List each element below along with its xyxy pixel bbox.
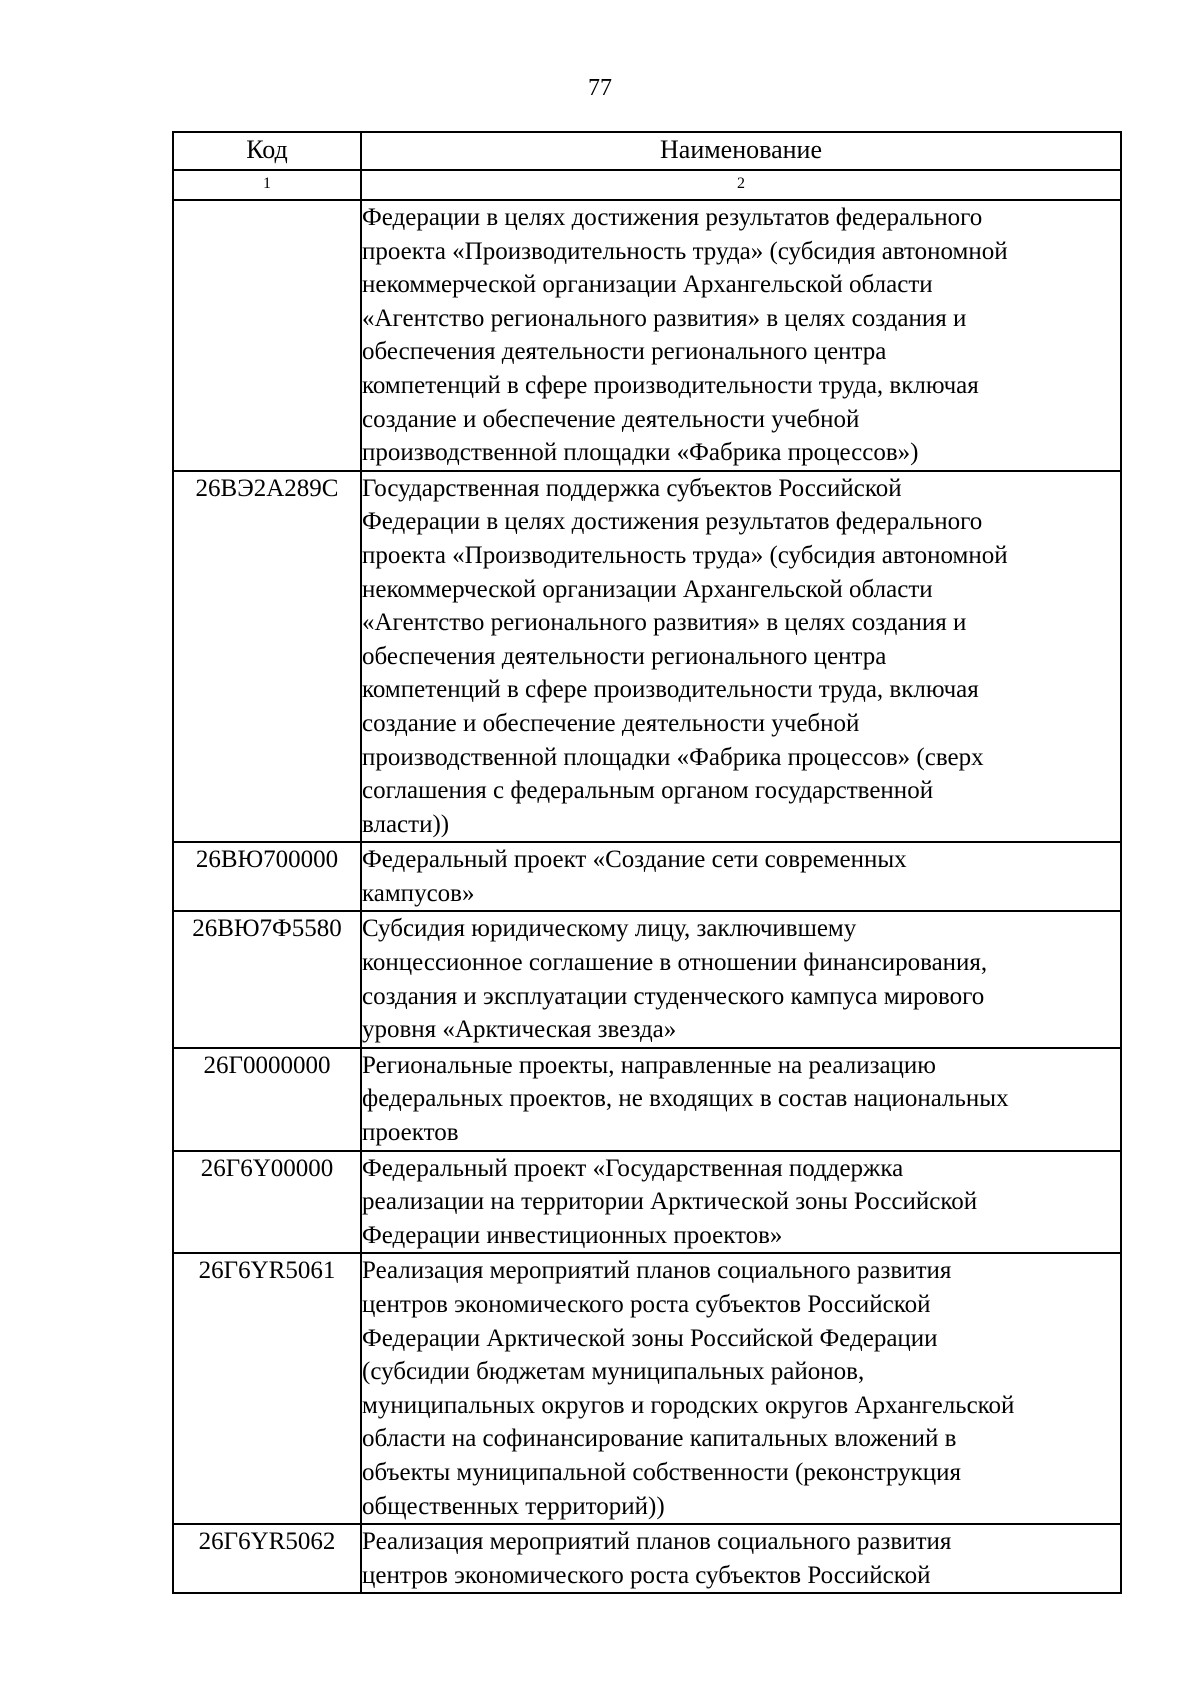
row-name-line: проектов [362,1119,459,1147]
row-name-line: создание и обеспечение деятельности учебной [362,405,860,433]
row-code: 26Г6Y00000 [173,1151,361,1254]
row-name-line: обеспечения деятельности регионального центра [362,338,887,366]
column-number-row [173,170,1121,200]
row-name-line: обеспечения деятельности регионального центра [362,642,887,670]
row-name-line: Федерации инвестиционных проектов» [362,1221,783,1249]
row-name-line: проекта «Производительность труда» (субсидия автономной [362,237,1008,265]
page-number: 77 [588,75,612,101]
row-name-line: Региональные проекты, направленные на реализацию [362,1051,936,1079]
row-name [361,1151,1121,1254]
row-name [361,1048,1121,1151]
header-name: Наименование [361,132,1121,170]
row-name-line: Федерации в целях достижения результатов федерального [362,508,983,536]
row-name [361,200,1121,471]
row-name-line: реализации на территории Арктической зоны Российской [362,1188,978,1216]
row-name-line: «Агентство регионального развития» в целях создания и [362,304,967,332]
column-number-code: 1 [173,170,361,200]
row-name-line: муниципальных округов и городских округов Архангельской [362,1391,1015,1419]
row-name-line: Федеральный проект «Государственная поддержка [362,1154,904,1182]
table-header-row [173,132,1121,170]
table-body [173,200,1121,1593]
row-name [361,911,1121,1047]
row-name-line: некоммерческой организации Архангельской области [362,575,933,603]
row-name-line: соглашения с федеральным органом государственной [362,777,934,805]
row-name-line: компетенций в сфере производительности труда, включая [362,676,979,704]
row-name-line: федеральных проектов, не входящих в состав национальных [362,1085,1009,1113]
row-name-line: общественных территорий)) [362,1492,665,1520]
row-code [173,200,361,471]
header-code: Код [173,132,361,170]
row-name-line: объекты муниципальной собственности (реконструкция [362,1458,962,1486]
row-code: 26Г0000000 [173,1048,361,1151]
table-row [173,1253,1121,1524]
row-name-line: Федерации в целях достижения результатов федерального [362,204,983,231]
row-name-line: компетенций в сфере производительности труда, включая [362,371,979,399]
row-name-line: производственной площадки «Фабрика процессов» (сверх [362,743,984,771]
row-name-line: центров экономического роста субъектов Российской [362,1291,931,1318]
row-name-line: «Агентство регионального развития» в целях создания и [362,609,967,637]
row-name-line: власти)) [362,810,450,838]
row-name-line: концессионное соглашение в отношении финансирования, [362,949,988,977]
row-name-line: Субсидия юридическому лицу, заключившему [362,915,857,943]
table-row [173,471,1121,843]
row-name-line: Реализация мероприятий планов социального развития [362,1528,952,1556]
row-code: 26Г6YR5061 [173,1253,361,1524]
row-name-line: создание и обеспечение деятельности учебной [362,709,860,737]
row-name-line: создания и эксплуатации студенческого кампуса мирового [362,982,985,1010]
budget-classification-table [172,131,1122,1594]
table-row [173,1151,1121,1254]
row-name-line: производственной площадки «Фабрика процессов») [362,439,919,467]
row-name-line: (субсидии бюджетам муниципальных районов, [362,1358,865,1386]
row-name-line: Федеральный проект «Создание сети современных [362,846,907,874]
row-name-line: проекта «Производительность труда» (субсидия автономной [362,541,1008,569]
row-name-line: центров экономического роста субъектов Российской [362,1561,931,1589]
row-code: 26ВЮ700000 [173,842,361,911]
row-code: 26Г6YR5062 [173,1524,361,1593]
row-name-line: Федерации Арктической зоны Российской Федерации [362,1324,938,1352]
row-name-line: некоммерческой организации Архангельской области [362,271,933,299]
row-code: 26ВЮ7Ф5580 [173,911,361,1047]
column-number-name: 2 [361,170,1121,200]
row-name [361,1253,1121,1524]
row-name-line: Государственная поддержка субъектов Российской [362,474,902,502]
row-name [361,471,1121,843]
row-name [361,842,1121,911]
row-code: 26ВЭ2А289С [173,471,361,843]
row-name [361,1524,1121,1593]
row-name-line: области на софинансирование капитальных вложений в [362,1425,957,1453]
table-row [173,911,1121,1047]
table-row [173,842,1121,911]
row-name-line: уровня «Арктическая звезда» [362,1016,677,1044]
table-row [173,1048,1121,1151]
row-name-line: кампусов» [362,879,475,907]
row-name-line: Реализация мероприятий планов социального развития [362,1257,952,1285]
table-row [173,1524,1121,1593]
table-row [173,200,1121,471]
